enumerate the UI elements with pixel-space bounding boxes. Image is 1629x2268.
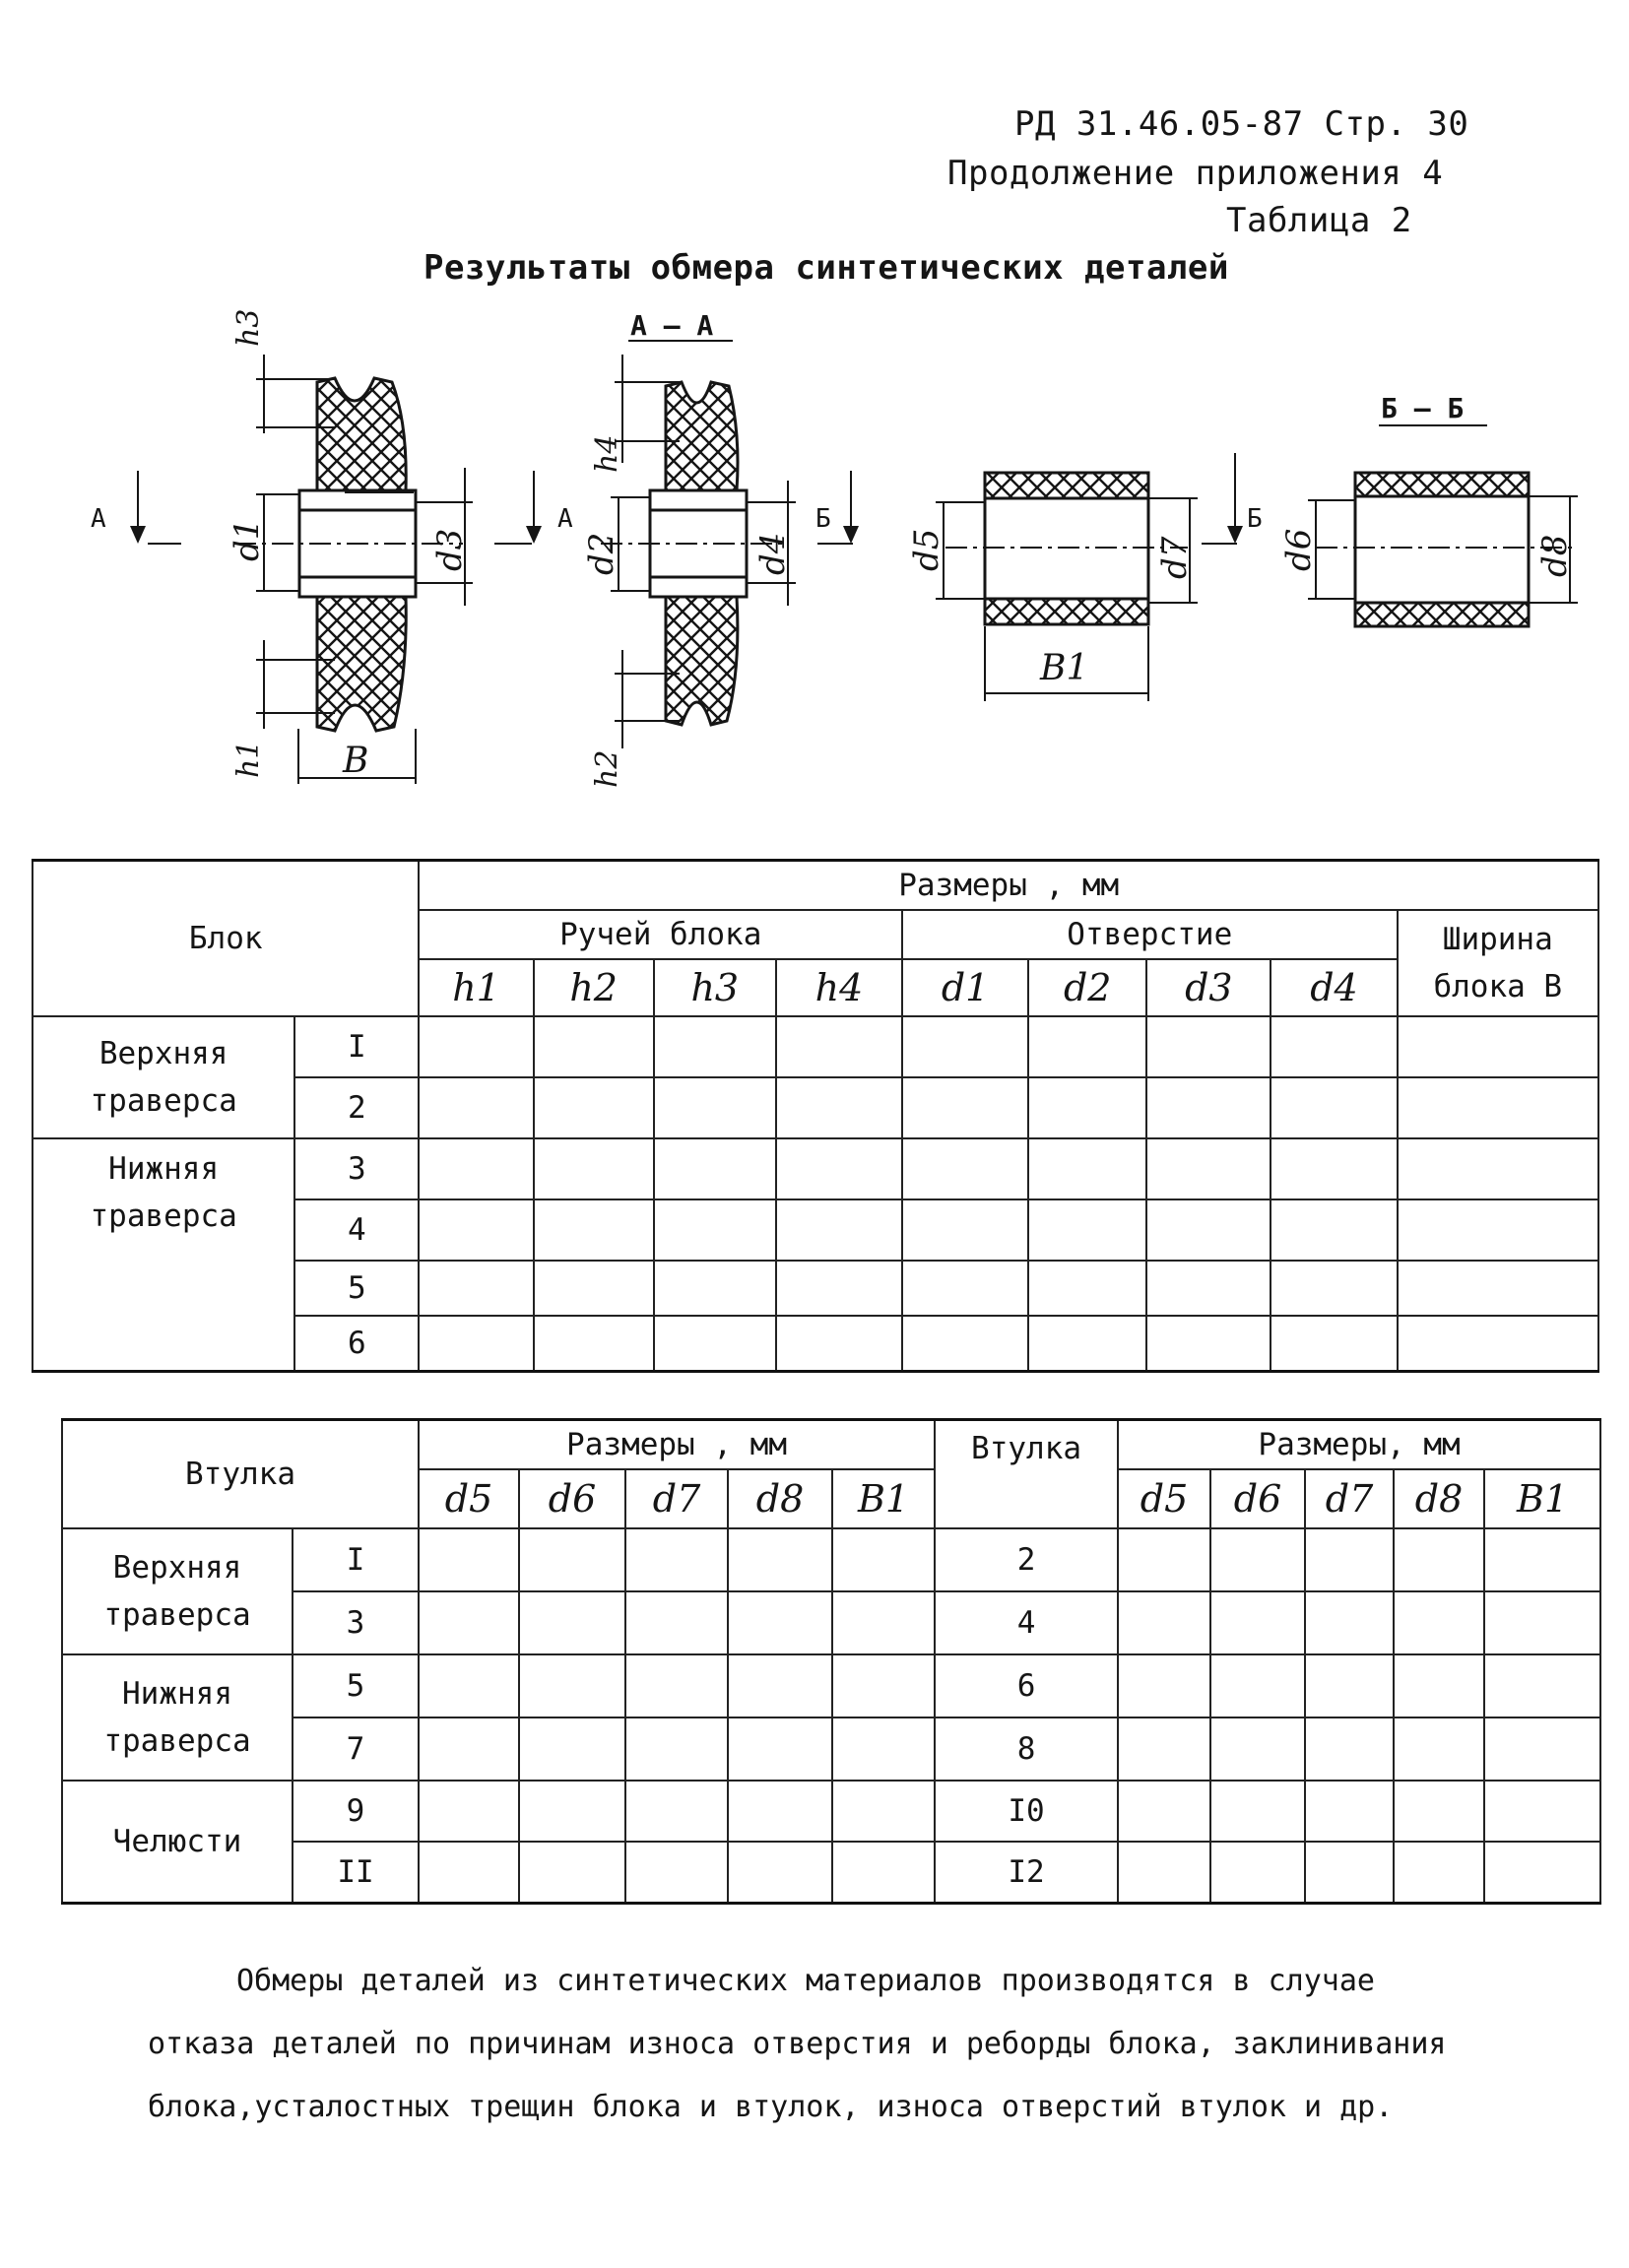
dim-label-d3: d3 — [430, 528, 470, 571]
group-lower-traverse — [33, 1138, 294, 1371]
dim-label-h2: h2 — [590, 749, 624, 788]
col-d2: d2 — [1028, 959, 1146, 1016]
dim-label-d7: d7 — [1155, 536, 1195, 579]
dim-label-h1: h1 — [231, 740, 266, 778]
section-aa-label: А – А — [630, 309, 714, 342]
col-h4: h4 — [776, 959, 902, 1016]
table-row — [62, 1781, 1600, 1842]
block-measurements-table — [32, 859, 1599, 1373]
col-d5: d5 — [419, 1469, 519, 1528]
dim-label-b1: B1 — [1040, 648, 1089, 688]
row-number: 2 — [294, 1077, 419, 1138]
row-number: II — [293, 1842, 419, 1903]
col-d3: d3 — [1146, 959, 1271, 1016]
row-number: I — [294, 1016, 419, 1077]
table-row — [33, 1138, 1598, 1199]
appendix-continuation: Продолжение приложения 4 — [947, 154, 1444, 193]
upper-line2: траверса — [103, 1597, 251, 1633]
section-mark-a-left: А — [91, 504, 106, 534]
technical-drawing — [0, 0, 1629, 808]
lower-line2: траверса — [90, 1199, 237, 1234]
sizes-header: Размеры , мм — [419, 861, 1598, 911]
sleeve-header-mid: Втулка — [935, 1420, 1118, 1529]
page-title: Результаты обмера синтетических деталей — [424, 248, 1229, 288]
row-number: I — [293, 1528, 419, 1591]
lower-line1: Нижняя — [122, 1676, 232, 1712]
table-row — [33, 1016, 1598, 1077]
col-d7: d7 — [625, 1469, 728, 1528]
block-header: Блок — [33, 861, 419, 1017]
upper-line1: Верхняя — [112, 1550, 242, 1586]
dim-label-h3: h3 — [231, 308, 266, 347]
group-upper-traverse — [33, 1016, 294, 1138]
row-number: 3 — [294, 1138, 419, 1199]
table-row — [62, 1591, 1600, 1654]
col-d7-right: d7 — [1305, 1469, 1394, 1528]
group-lower-traverse — [62, 1654, 293, 1781]
block-width-header-line2: блока В — [1433, 969, 1563, 1004]
sizes-header-left: Размеры , мм — [419, 1420, 935, 1470]
paragraph-line-2: отказа деталей по причинам износа отверстия и реборды блока, заклинивания — [148, 2027, 1447, 2061]
groove-header: Ручей блока — [419, 910, 902, 959]
block-width-header — [1398, 910, 1598, 1016]
row-number: 9 — [293, 1781, 419, 1842]
section-mark-b-left: Б — [815, 504, 831, 534]
table-row — [62, 1842, 1600, 1903]
col-b1-right: B1 — [1484, 1469, 1600, 1528]
row-number: 4 — [294, 1199, 419, 1261]
row-number-mid: I2 — [935, 1842, 1118, 1903]
dimension-lines-block — [138, 355, 473, 784]
upper-line2: траверса — [90, 1083, 237, 1119]
col-d8-right: d8 — [1394, 1469, 1484, 1528]
pulley-block-view — [234, 378, 463, 731]
paragraph-line-3: блока,усталостных трещин блока и втулок, износа отверстий втулок и др. — [148, 2090, 1394, 2124]
dim-label-b: B — [343, 741, 369, 781]
row-number: 5 — [294, 1261, 419, 1316]
col-d4: d4 — [1271, 959, 1397, 1016]
col-h3: h3 — [654, 959, 776, 1016]
hole-header: Отверстие — [902, 910, 1398, 959]
row-number: 7 — [293, 1717, 419, 1781]
col-b1: B1 — [832, 1469, 935, 1528]
row-number-mid: 6 — [935, 1654, 1118, 1717]
block-width-header-line1: Ширина — [1442, 922, 1553, 957]
explanatory-paragraph — [148, 1950, 1596, 2139]
section-bb-label: Б – Б — [1381, 392, 1465, 424]
dim-label-d1: d1 — [228, 518, 267, 561]
dim-label-d6: d6 — [1279, 528, 1319, 571]
col-d5-right: d5 — [1118, 1469, 1210, 1528]
table-row — [62, 1654, 1600, 1717]
col-d1: d1 — [902, 959, 1028, 1016]
row-number-mid: I0 — [935, 1781, 1118, 1842]
row-number: 3 — [293, 1591, 419, 1654]
paragraph-line-1: Обмеры деталей из синтетических материалов производятся в случае — [236, 1964, 1375, 1998]
row-number-mid: 2 — [935, 1528, 1118, 1591]
row-number-mid: 4 — [935, 1591, 1118, 1654]
document-reference: РД 31.46.05-87 Стр. 30 — [1014, 104, 1469, 144]
sleeve-header: Втулка — [62, 1420, 419, 1529]
col-h1: h1 — [419, 959, 533, 1016]
section-mark-b-right: Б — [1247, 504, 1263, 534]
dim-label-d4: d4 — [753, 532, 793, 575]
sleeve-measurements-table — [61, 1418, 1601, 1905]
table-row — [62, 1717, 1600, 1781]
sleeve-view — [945, 473, 1188, 624]
section-mark-a-right: А — [557, 504, 573, 534]
group-upper-traverse — [62, 1528, 293, 1654]
dim-label-d2: d2 — [582, 532, 621, 575]
table-number: Таблица 2 — [1226, 201, 1412, 240]
upper-line1: Верхняя — [98, 1036, 228, 1071]
sizes-header-right: Размеры, мм — [1118, 1420, 1600, 1470]
dim-label-h4: h4 — [590, 434, 624, 473]
row-number: 6 — [294, 1316, 419, 1371]
row-number-mid: 8 — [935, 1717, 1118, 1781]
lower-line1: Нижняя — [108, 1151, 220, 1187]
lower-line2: траверса — [103, 1723, 251, 1759]
col-d6: d6 — [519, 1469, 625, 1528]
dim-label-d5: d5 — [907, 528, 946, 571]
col-d8: d8 — [728, 1469, 832, 1528]
col-d6-right: d6 — [1210, 1469, 1305, 1528]
group-jaws: Челюсти — [62, 1781, 293, 1903]
table-row — [62, 1528, 1600, 1591]
dim-label-d8: d8 — [1535, 534, 1575, 577]
row-number: 5 — [293, 1654, 419, 1717]
col-h2: h2 — [534, 959, 654, 1016]
